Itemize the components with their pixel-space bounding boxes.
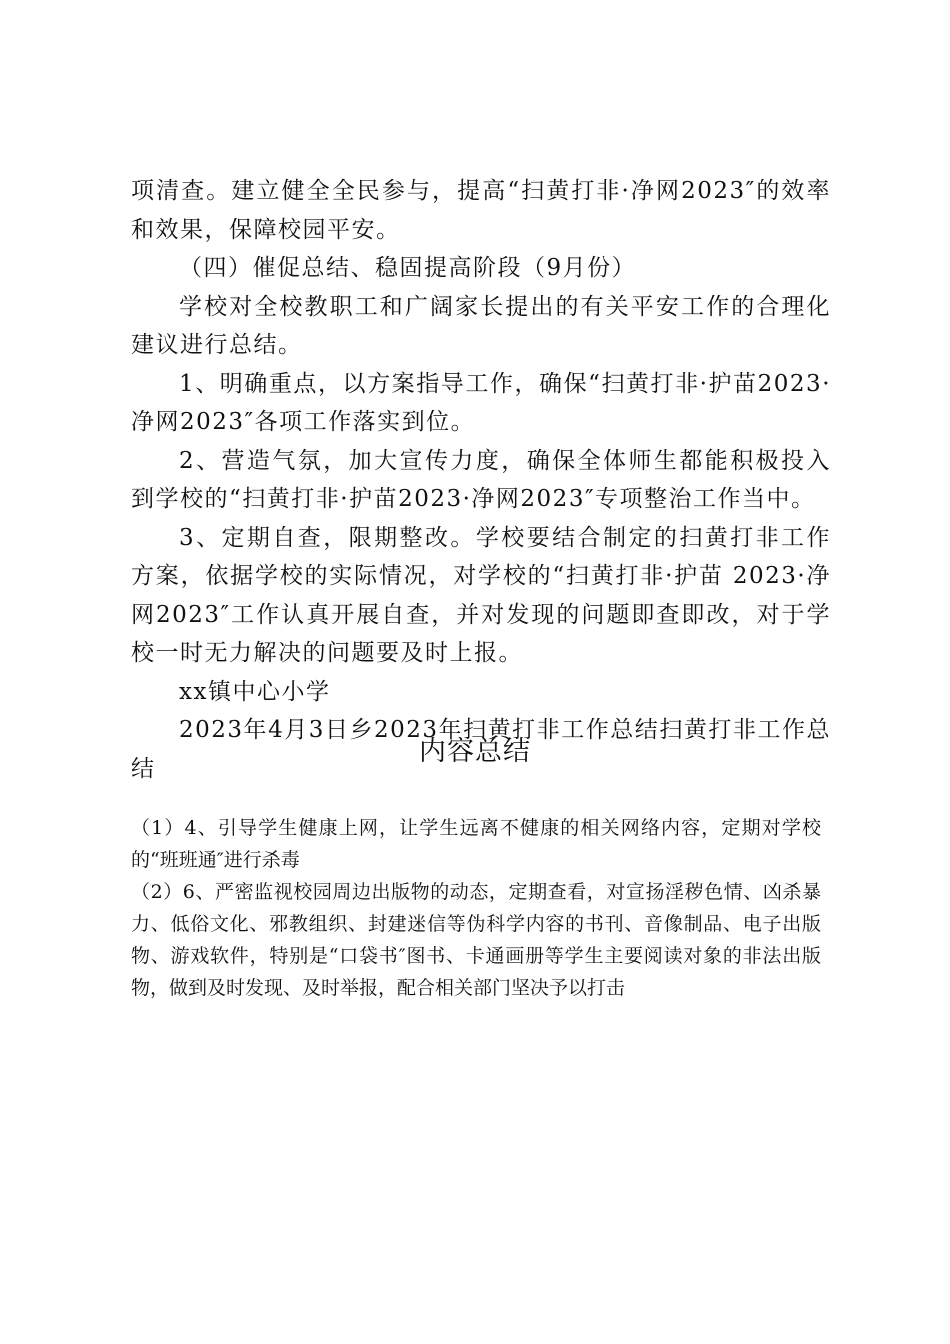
summary-item-1: （1）4、引导学生健康上网，让学生远离不健康的相关网络内容，定期对学校的“班班通″进行杀毒 [131, 817, 821, 871]
paragraph-stage-four-intro: 学校对全校教职工和广阔家长提出的有关平安工作的合理化建议进行总结。 [131, 293, 831, 358]
paragraph-stage-four-heading: （四）催促总结、稳固提高阶段（9月份） [179, 255, 637, 281]
signature-school: xx镇中心小学 [179, 678, 331, 705]
document-body [131, 172, 831, 788]
summary-title: 内容总结 [419, 736, 531, 767]
summary-section [131, 812, 821, 1004]
signature-date: 2023年4月3日乡2023年扫黄打非工作总结扫黄打非工作总结 [131, 717, 831, 782]
paragraph-item-2: 2、营造气氛，加大宣传力度，确保全体师生都能积极投入到学校的“扫黄打非·护苗2023·净网2023″专项整治工作当中。 [131, 447, 831, 512]
paragraph-item-3: 3、定期自查，限期整改。学校要结合制定的扫黄打非工作方案，依据学校的实际情况，对学校的“扫黄打非·护苗 2023·净网2023″工作认真开展自查，并对发现的问题即查即改，对于学校一时无力解决的问题要及时上报。 [131, 524, 831, 666]
paragraph-continuation: 项清查。建立健全全民参与，提高“扫黄打非·净网2023″的效率和效果，保障校园平安。 [131, 178, 831, 243]
summary-item-2: （2）6、严密监视校园周边出版物的动态，定期查看，对宣扬淫秽色情、凶杀暴力、低俗文化、邪教组织、封建迷信等伪科学内容的书刊、音像制品、电子出版物、游戏软件，特别是“口袋书″图书、卡通画册等学生主要阅读对象的非法出版物，做到及时发现、及时举报，配合相关部门坚决予以打击 [131, 881, 821, 999]
paragraph-item-1: 1、明确重点，以方案指导工作，确保“扫黄打非·护苗2023·净网2023″各项工作落实到位。 [131, 370, 831, 435]
